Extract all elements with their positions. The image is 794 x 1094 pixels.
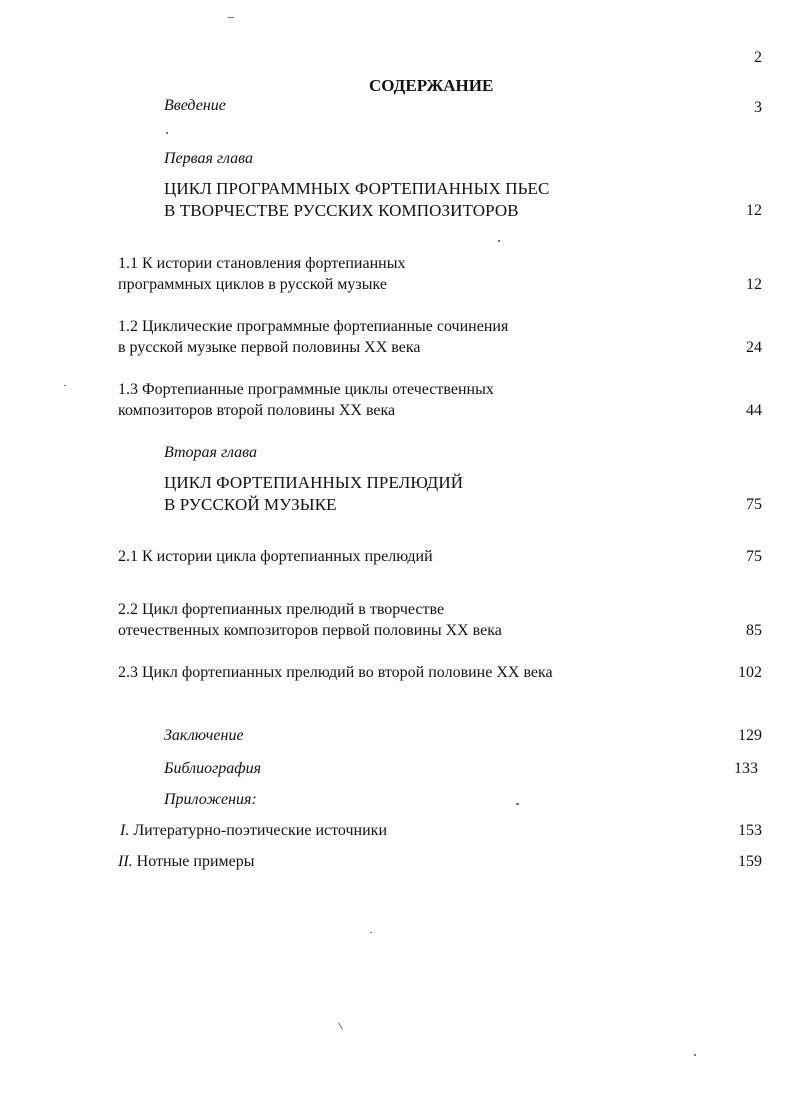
toc-section-2-2-line1: 2.2 Цикл фортепианных прелюдий в творчестве: [118, 601, 445, 618]
toc-section-1-1-line1: 1.1 К истории становления фортепианных: [118, 255, 406, 272]
toc-chapter1-title-line1: ЦИКЛ ПРОГРАММНЫХ ФОРТЕПИАННЫХ ПЬЕС: [164, 179, 550, 198]
toc-section-2-1-page: 75: [746, 548, 762, 565]
toc-section-1-3-page: 44: [746, 402, 762, 419]
toc-appendix1-label: Литературно-поэтические источники: [133, 822, 387, 839]
toc-chapter2-heading: Вторая глава: [164, 444, 257, 461]
scan-speck: [498, 240, 500, 242]
toc-section-1-1-line2: программных циклов в русской музыке: [118, 276, 387, 293]
toc-appendix2-page: 159: [738, 853, 762, 870]
toc-appendix1-page: 153: [738, 822, 762, 839]
toc-section-2-3-page: 102: [738, 664, 762, 681]
toc-appendix2: [118, 851, 255, 872]
page-number: 2: [754, 49, 762, 66]
toc-conclusion-page: 129: [738, 727, 762, 744]
toc-section-1-2-line1: 1.2 Циклические программные фортепианные сочинения: [118, 318, 509, 335]
scan-speck: [516, 803, 519, 805]
scan-speck: [166, 132, 168, 134]
toc-section-2-1-line1: 2.1 К истории цикла фортепианных прелюдий: [118, 548, 433, 565]
toc-intro-label: Введение: [164, 97, 226, 114]
scan-speck: [64, 385, 66, 386]
toc-section-1-3-line1: 1.3 Фортепианные программные циклы отечественных: [118, 381, 494, 398]
toc-chapter2-page: 75: [746, 496, 762, 513]
toc-appendix2-numeral: II.: [118, 853, 133, 870]
toc-appendix2-label: Нотные примеры: [136, 853, 255, 870]
scan-speck: [228, 17, 234, 18]
toc-chapter1-page: 12: [746, 202, 762, 219]
toc-appendices-label: Приложения:: [164, 791, 257, 808]
toc-chapter2-title-line2: В РУССКОЙ МУЗЫКЕ: [164, 495, 337, 514]
toc-conclusion-label: Заключение: [164, 727, 244, 744]
scan-speck: [694, 1054, 696, 1056]
toc-chapter1-title-line2: В ТВОРЧЕСТВЕ РУССКИХ КОМПОЗИТОРОВ: [164, 201, 519, 220]
toc-appendix1: [120, 820, 387, 841]
toc-section-2-2-page: 85: [746, 622, 762, 639]
toc-bibliography-page: 133: [734, 760, 758, 777]
toc-title: СОДЕРЖАНИЕ: [369, 76, 494, 95]
toc-section-1-1-page: 12: [746, 276, 762, 293]
toc-section-1-3-line2: композиторов второй половины XX века: [118, 402, 396, 419]
toc-appendix1-numeral: I.: [120, 822, 130, 839]
toc-section-2-2-line2: отечественных композиторов первой половины XX века: [118, 622, 502, 639]
toc-section-2-3-line1: 2.3 Цикл фортепианных прелюдий во второй половине XX века: [118, 664, 553, 681]
toc-section-1-2-page: 24: [746, 339, 762, 356]
toc-chapter2-title-line1: ЦИКЛ ФОРТЕПИАННЫХ ПРЕЛЮДИЙ: [164, 473, 464, 492]
scan-speck: [338, 1022, 343, 1029]
scan-speck: [370, 932, 372, 933]
toc-section-1-2-line2: в русской музыке первой половины XX века: [118, 339, 421, 356]
toc-chapter1-heading: Первая глава: [164, 150, 253, 167]
toc-intro-page: 3: [754, 99, 762, 116]
toc-bibliography-label: Библиография: [164, 760, 262, 777]
